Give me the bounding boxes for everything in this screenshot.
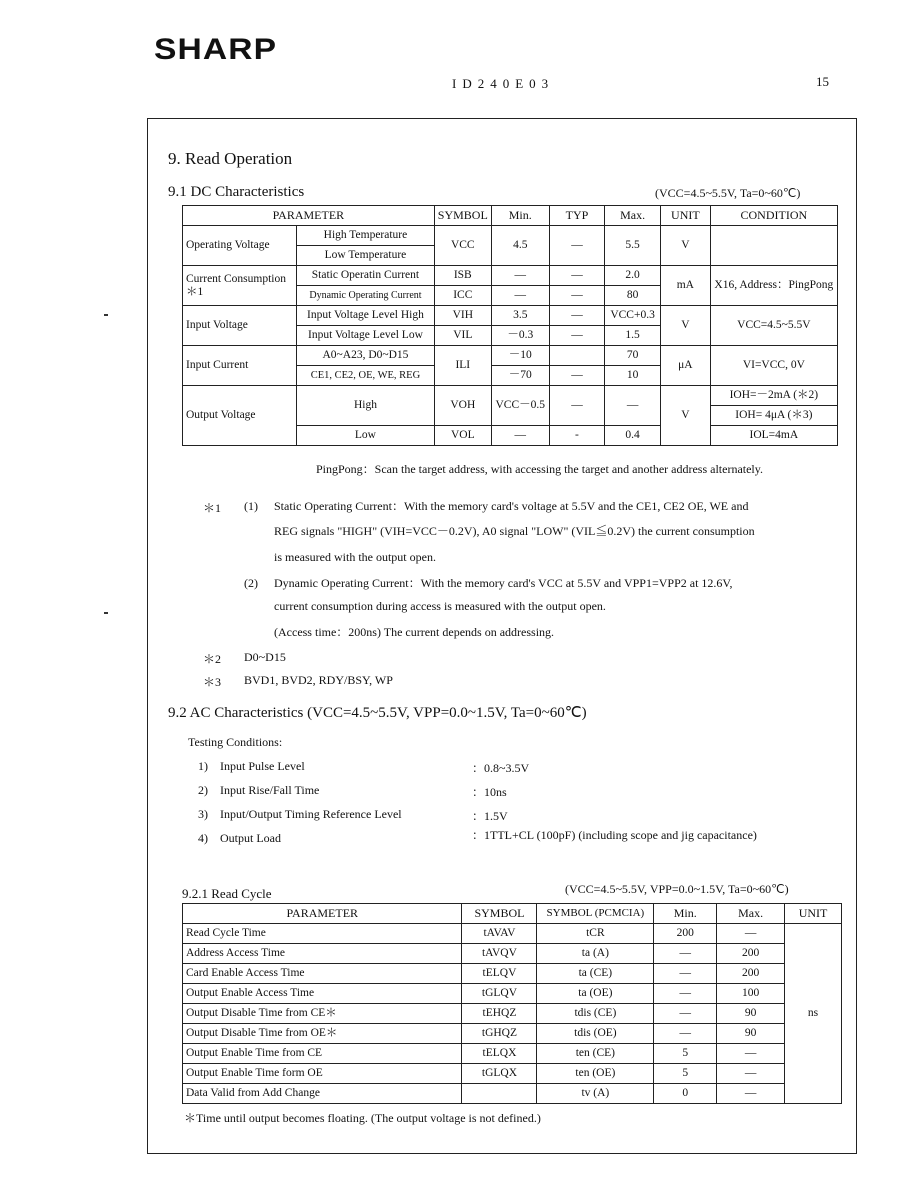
note-text: is measured with the output open. <box>274 550 436 564</box>
symbol-cell: VOH <box>434 386 491 426</box>
min-cell: －70 <box>491 366 549 386</box>
condition-number: 1) <box>198 759 208 773</box>
pcmcia-cell: tdis (OE) <box>537 1024 654 1044</box>
table-row <box>183 1004 842 1024</box>
note-marker: ＊1 <box>203 501 222 515</box>
condition-number: 2) <box>198 783 208 797</box>
typ-cell: — <box>549 286 604 306</box>
max-cell: — <box>717 1084 785 1104</box>
dc-header: SYMBOL <box>434 206 491 226</box>
note-number: (2) <box>244 576 258 590</box>
min-cell: — <box>491 426 549 446</box>
read-cycle-footnote: ＊Time until output becomes floating. (The output voltage is not defined.) <box>184 1111 541 1125</box>
note-text: current consumption during access is measured with the output open. <box>274 599 606 613</box>
min-cell: — <box>654 964 717 984</box>
max-cell: 1.5 <box>605 326 661 346</box>
typ-cell: — <box>549 266 604 286</box>
max-cell: 200 <box>717 944 785 964</box>
note-text: Dynamic Operating Current：With the memory card's VCC at 5.5V and VPP1=VPP2 at 12.6V, <box>274 576 733 590</box>
section-title: 9. Read Operation <box>168 149 293 168</box>
min-cell: — <box>491 266 549 286</box>
condition-label: Input Pulse Level <box>220 759 305 773</box>
rc-header: PARAMETER <box>183 904 462 924</box>
symbol-cell: VOL <box>434 426 491 446</box>
pingpong-note: PingPong：Scan the target address, with accessing the target and another address alternately. <box>316 462 763 476</box>
min-cell: 4.5 <box>491 226 549 266</box>
symbol-cell: tGLQV <box>462 984 537 1004</box>
param-cell: Data Valid from Add Change <box>183 1084 462 1104</box>
rc-header: SYMBOL <box>462 904 537 924</box>
min-cell: 5 <box>654 1064 717 1084</box>
unit-cell: ns <box>785 924 842 1104</box>
note-number: (1) <box>244 499 258 513</box>
dc-header-row <box>183 206 838 226</box>
rc-header: SYMBOL (PCMCIA) <box>537 904 654 924</box>
min-cell: 3.5 <box>491 306 549 326</box>
max-cell: 200 <box>717 964 785 984</box>
rc-header: Min. <box>654 904 717 924</box>
param-cell: Output Voltage <box>183 386 297 446</box>
subparam-cell: Input Voltage Level High <box>297 306 435 326</box>
symbol-cell: tAVAV <box>462 924 537 944</box>
min-cell: — <box>654 984 717 1004</box>
subparam-cell: Low <box>297 426 435 446</box>
symbol-cell: ISB <box>434 266 491 286</box>
dc-header: Max. <box>605 206 661 226</box>
symbol-cell: tELQX <box>462 1044 537 1064</box>
subparam-cell: A0~A23, D0~D15 <box>297 346 435 366</box>
subparam-cell: Dynamic Operating Current <box>297 286 435 306</box>
table-row <box>183 266 838 286</box>
symbol-cell: VIL <box>434 326 491 346</box>
param-cell: Current Consumption ＊1 <box>183 266 297 306</box>
condition-number: 4) <box>198 831 208 845</box>
max-cell: 80 <box>605 286 661 306</box>
param-cell: Operating Voltage <box>183 226 297 266</box>
typ-cell: — <box>549 326 604 346</box>
sharp-logo: SHARP <box>154 33 278 66</box>
condition-cell: X16, Address：PingPong <box>710 266 837 306</box>
note-text: REG signals "HIGH" (VIH=VCC－0.2V), A0 signal "LOW" (VIL≦0.2V) the current consumption <box>274 524 755 538</box>
max-cell: — <box>717 924 785 944</box>
condition-cell: IOH=－2mA (＊2) <box>710 386 837 406</box>
table-row <box>183 306 838 326</box>
note-text: D0~D15 <box>244 650 286 664</box>
rc-header: UNIT <box>785 904 842 924</box>
dc-header: Min. <box>491 206 549 226</box>
param-cell: Output Disable Time from CE＊ <box>183 1004 462 1024</box>
note-marker: ＊2 <box>203 652 222 666</box>
read-cycle-conditions: (VCC=4.5~5.5V, VPP=0.0~1.5V, Ta=0~60℃) <box>565 882 789 896</box>
document-id: ID240E03 <box>452 76 555 91</box>
dc-header: CONDITION <box>710 206 837 226</box>
table-row <box>183 1024 842 1044</box>
pcmcia-cell: ta (OE) <box>537 984 654 1004</box>
max-cell: 2.0 <box>605 266 661 286</box>
max-cell: 5.5 <box>605 226 661 266</box>
typ-cell: — <box>549 366 604 386</box>
condition-cell: VCC=4.5~5.5V <box>710 306 837 346</box>
min-cell: 5 <box>654 1044 717 1064</box>
subparam-cell: Low Temperature <box>297 246 435 266</box>
condition-value: ：1.5V <box>472 809 508 823</box>
max-cell: 90 <box>717 1004 785 1024</box>
table-row <box>183 944 842 964</box>
read-cycle-header-row <box>183 904 842 924</box>
param-cell: Output Enable Time from CE <box>183 1044 462 1064</box>
typ-cell <box>549 346 604 366</box>
unit-cell: V <box>661 226 711 266</box>
max-cell: 10 <box>605 366 661 386</box>
margin-mark <box>104 314 108 316</box>
min-cell: －0.3 <box>491 326 549 346</box>
condition-number: 3) <box>198 807 208 821</box>
note-text: Static Operating Current：With the memory card's voltage at 5.5V and the CE1, CE2 OE, WE and <box>274 499 749 513</box>
dc-title: 9.1 DC Characteristics <box>168 184 305 200</box>
subparam-cell: Input Voltage Level Low <box>297 326 435 346</box>
max-cell: 100 <box>717 984 785 1004</box>
unit-cell: mA <box>661 266 711 306</box>
note-text: (Access time：200ns) The current depends on addressing. <box>274 625 555 639</box>
min-cell: — <box>654 1004 717 1024</box>
margin-mark <box>104 612 108 614</box>
table-row <box>183 1084 842 1104</box>
read-cycle-table <box>182 903 842 1104</box>
page-number: 15 <box>816 74 829 89</box>
dc-header: PARAMETER <box>183 206 435 226</box>
subparam-cell: High <box>297 386 435 426</box>
note-text: BVD1, BVD2, RDY/BSY, WP <box>244 673 393 687</box>
condition-value: ：0.8~3.5V <box>472 761 530 775</box>
subparam-cell: CE1, CE2, OE, WE, REG <box>297 366 435 386</box>
pcmcia-cell: ten (CE) <box>537 1044 654 1064</box>
table-row <box>183 1064 842 1084</box>
param-cell: Output Enable Time form OE <box>183 1064 462 1084</box>
condition-label: Input/Output Timing Reference Level <box>220 807 402 821</box>
symbol-cell: VIH <box>434 306 491 326</box>
param-cell: Input Voltage <box>183 306 297 346</box>
symbol-cell <box>462 1084 537 1104</box>
min-cell: — <box>654 944 717 964</box>
min-cell: 0 <box>654 1084 717 1104</box>
symbol-cell: tELQV <box>462 964 537 984</box>
unit-cell: μA <box>661 346 711 386</box>
table-row <box>183 964 842 984</box>
typ-cell: — <box>549 226 604 266</box>
max-cell: — <box>717 1044 785 1064</box>
table-row <box>183 386 838 406</box>
max-cell: VCC+0.3 <box>605 306 661 326</box>
max-cell: 70 <box>605 346 661 366</box>
testing-label: Testing Conditions: <box>188 735 283 749</box>
subparam-cell: High Temperature <box>297 226 435 246</box>
pcmcia-cell: ta (CE) <box>537 964 654 984</box>
param-cell: Read Cycle Time <box>183 924 462 944</box>
dc-conditions: (VCC=4.5~5.5V, Ta=0~60℃) <box>655 186 801 200</box>
pcmcia-cell: tCR <box>537 924 654 944</box>
condition-cell: IOH= 4μA (＊3) <box>710 406 837 426</box>
condition-cell: IOL=4mA <box>710 426 837 446</box>
dc-table <box>182 205 838 446</box>
typ-cell: — <box>549 306 604 326</box>
max-cell: 0.4 <box>605 426 661 446</box>
max-cell: 90 <box>717 1024 785 1044</box>
symbol-cell: tGHQZ <box>462 1024 537 1044</box>
symbol-cell: VCC <box>434 226 491 266</box>
table-row <box>183 924 842 944</box>
condition-value: ：10ns <box>472 785 507 799</box>
min-cell: －10 <box>491 346 549 366</box>
read-cycle-title: 9.2.1 Read Cycle <box>182 886 272 901</box>
param-cell: Output Disable Time from OE＊ <box>183 1024 462 1044</box>
param-cell: Input Current <box>183 346 297 386</box>
max-cell: — <box>605 386 661 426</box>
max-cell: — <box>717 1064 785 1084</box>
table-row <box>183 346 838 366</box>
typ-cell: — <box>549 386 604 426</box>
symbol-cell: ICC <box>434 286 491 306</box>
pcmcia-cell: ta (A) <box>537 944 654 964</box>
condition-value: ：1TTL+CL (100pF) (including scope and jig capacitance) <box>472 828 757 842</box>
symbol-cell: ILI <box>434 346 491 386</box>
pcmcia-cell: tv (A) <box>537 1084 654 1104</box>
table-row <box>183 1044 842 1064</box>
min-cell: — <box>654 1024 717 1044</box>
condition-cell: VI=VCC, 0V <box>710 346 837 386</box>
typ-cell: - <box>549 426 604 446</box>
param-cell: Output Enable Access Time <box>183 984 462 1004</box>
pcmcia-cell: tdis (CE) <box>537 1004 654 1024</box>
subparam-cell: Static Operatin Current <box>297 266 435 286</box>
symbol-cell: tEHQZ <box>462 1004 537 1024</box>
condition-label: Input Rise/Fall Time <box>220 783 320 797</box>
symbol-cell: tGLQX <box>462 1064 537 1084</box>
min-cell: 200 <box>654 924 717 944</box>
table-row <box>183 226 838 246</box>
note-marker: ＊3 <box>203 675 222 689</box>
unit-cell: V <box>661 386 711 446</box>
param-cell: Card Enable Access Time <box>183 964 462 984</box>
condition-label: Output Load <box>220 831 281 845</box>
dc-header: TYP <box>549 206 604 226</box>
unit-cell: V <box>661 306 711 346</box>
condition-cell <box>710 226 837 266</box>
min-cell: — <box>491 286 549 306</box>
table-row <box>183 984 842 1004</box>
ac-title: 9.2 AC Characteristics (VCC=4.5~5.5V, VPP=0.0~1.5V, Ta=0~60℃) <box>168 705 587 721</box>
min-cell: VCC－0.5 <box>491 386 549 426</box>
pcmcia-cell: ten (OE) <box>537 1064 654 1084</box>
symbol-cell: tAVQV <box>462 944 537 964</box>
param-cell: Address Access Time <box>183 944 462 964</box>
dc-header: UNIT <box>661 206 711 226</box>
rc-header: Max. <box>717 904 785 924</box>
